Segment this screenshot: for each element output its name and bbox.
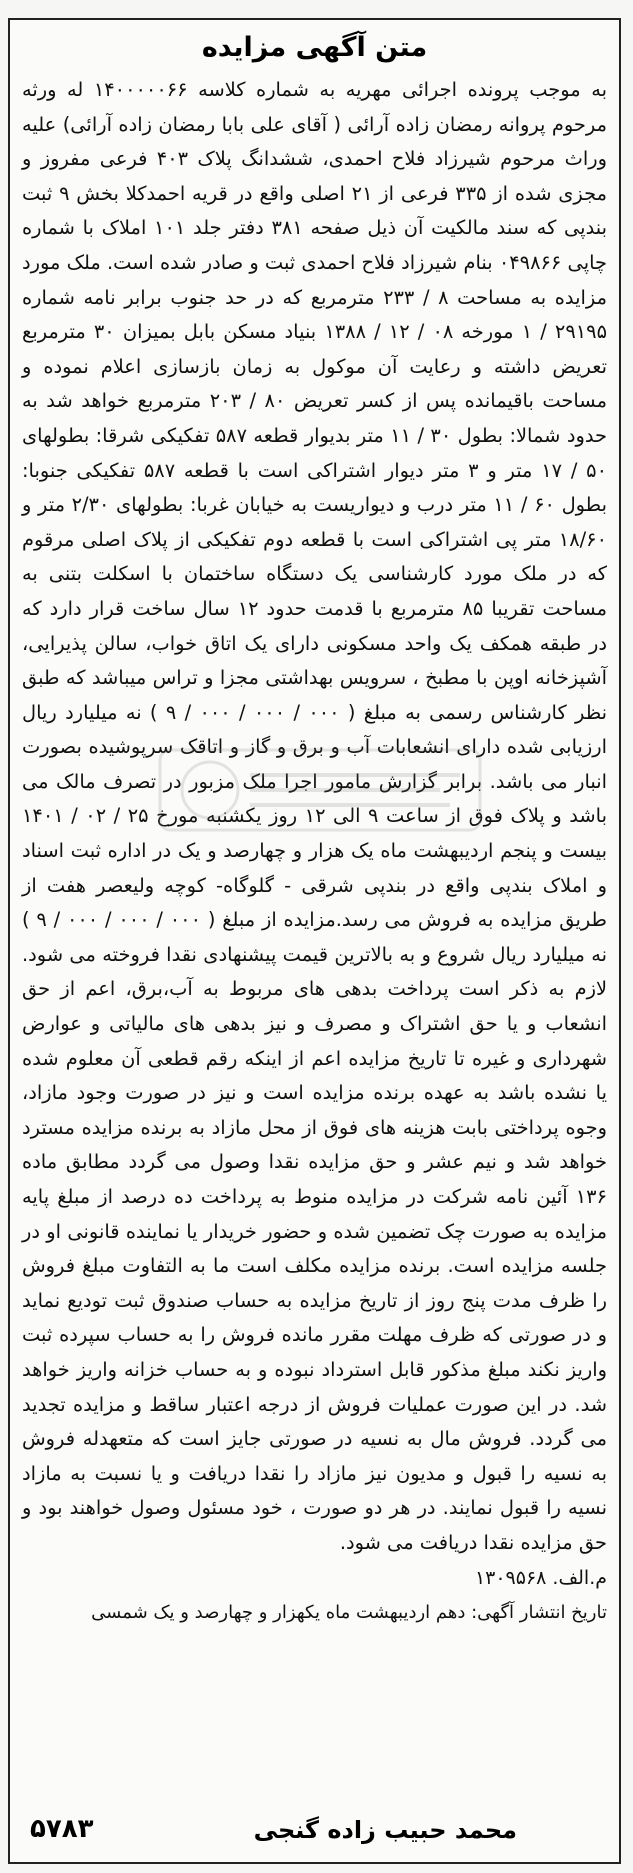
- notice-frame: [8, 18, 621, 1864]
- reference-number: م.الف. ۱۳۰۹۵۶۸: [474, 1566, 607, 1589]
- notice-title: متن آگهی مزایده: [201, 32, 428, 63]
- publish-date: تاریخ انتشار آگهی: دهم اردیبهشت ماه یکهزار و چهارصد و یک شمسی: [91, 1601, 607, 1623]
- notice-code: ۵۷۸۳: [30, 1814, 94, 1844]
- notice-body: به موجب پرونده اجرائی مهریه به شماره کلاسه ۱۴۰۰۰۰۰۶۶ له ورثه مرحوم پروانه رمضان زاده آرائی ( آقای علی بابا رمضان زاده آرائی) علیه وراث مرحوم شیرزاد فلاح احمدی، ششدانگ پلاک ۴۰۳ فرعی مفروز و مجزی شده از ۳۳۵ فرعی از ۲۱ اصلی واقع در قریه احمدکلا بخش ۹ ثبت بندپی که سند مالکیت آن ذیل صفحه ۳۸۱ دفتر جلد ۱۰۱ املاک با شماره چاپی ۰۴۹۸۶۶ بنام شیرزاد فلاح احمدی ثبت و صادر شده است. ملک مورد مزایده به مساحت ۸ / ۲۳۳ مترمربع که در حد جنوب برابر نامه شماره ۲۹۱۹۵ / ۱ مورخه ۰۸ / ۱۲ / ۱۳۸۸ بنیاد مسکن بابل بمیزان ۳۰ مترمربع تعریض داشته و رعایت آن موکول به زمان بازسازی اعلام نموده و مساحت باقیمانده پس از کسر تعریض ۸۰ / ۲۰۳ مترمربع خواهد شد به حدود شمالا: بطول ۳۰ / ۱۱ متر بدیوار قطعه ۵۸۷ تفکیکی شرقا: بطولهای ۵۰ / ۱۷ متر و ۳ متر دیوار اشتراکی است با قطعه ۵۸۷ تفکیکی جنوبا: بطول ۶۰ / ۱۱ متر درب و دیواریست به خیابان غربا: بطولهای ۲/۳۰ متر و ۱۸/۶۰ متر پی اشتراکی است با قطعه دوم تفکیکی از پلاک اصلی مرقوم که در ملک مورد کارشناسی یک دستگاه ساختمان با اسکلت بتنی به مساحت تقریبا ۸۵ مترمربع با قدمت حدود ۱۲ سال ساخت قرار دارد که در طبقه همکف یک واحد مسکونی دارای یک اتاق خواب، سالن پذیرایی، آشپزخانه اوپن با مطبخ ، سرویس بهداشتی مجزا و تراس میباشد که طبق نظر کارشناس رسمی به مبلغ ( ۰۰۰ / ۰۰۰ / ۰۰۰ / ۹ ) نه میلیارد ریال ارزیابی شده دارای انشعابات آب و برق و گاز و اتاقک سرپوشیده بصورت انبار می باشد. برابر گزارش مامور اجرا ملک مزبور در تصرف مالک می باشد و پلاک فوق از ساعت ۹ الی ۱۲ روز یکشنبه مورخ ۲۵ / ۰۲ / ۱۴۰۱ بیست و پنجم اردیبهشت ماه یک هزار و چهارصد و یک در اداره ثبت اسناد و املاک بندپی واقع در بندپی شرقی - گلوگاه- کوچه ولیعصر هفت از طریق مزایده به فروش می رسد.مزایده از مبلغ ( ۰۰۰ / ۰۰۰ / ۰۰۰ / ۹ ) نه میلیارد ریال شروع و به بالاترین قیمت پیشنهادی نقدا فروخته می شود. لازم به ذکر است پرداخت بدهی های مربوط به آب،برق، اعم از حق انشعاب و یا حق اشتراک و مصرف و نیز بدهی های مالیاتی و عوارض شهرداری و غیره تا تاریخ مزایده اعم از اینکه رقم قطعی آن معلوم شده یا نشده باشد به عهده برنده مزایده است و نیز در صورت وجود مازاد، وجوه پرداختی بابت هزینه های فوق از محل مازاد به برنده مزایده مسترد خواهد شد و نیم عشر و حق مزایده نقدا وصول می گردد مطابق ماده ۱۳۶ آئین نامه شرکت در مزایده منوط به پرداخت ده درصد از مبلغ پایه مزایده به صورت چک تضمین شده و حضور خریدار یا نماینده قانونی او در جلسه مزایده است. برنده مزایده مکلف است ما به التفاوت مبلغ فروش را ظرف مدت پنج روز از تاریخ مزایده به حساب صندوق ثبت تودیع نماید و در صورتی که ظرف مهلت مقرر مانده فروش را به حساب سپرده ثبت واریز نکند مبلغ مذکور قابل استرداد نبوده و به حساب خزانه واریز خواهد شد. در این صورت عملیات فروش از درجه اعتبار ساقط و مزایده تجدید می گردد. فروش مال به نسیه در صورتی جایز است که متعهدله فروش به نسیه را قبول و مدیون نیز مازاد را نقدا دریافت و یا نسبت به مازاد نسیه را قبول نمایند. در هر دو صورت ، خود مسئول وصول خواهند بود و حق مزایده نقدا دریافت می شود.: [22, 78, 607, 1554]
- notice-footer: [22, 1806, 607, 1846]
- notice-content: [22, 32, 607, 1850]
- signer-name: محمد حبیب زاده گنجی: [253, 1816, 517, 1844]
